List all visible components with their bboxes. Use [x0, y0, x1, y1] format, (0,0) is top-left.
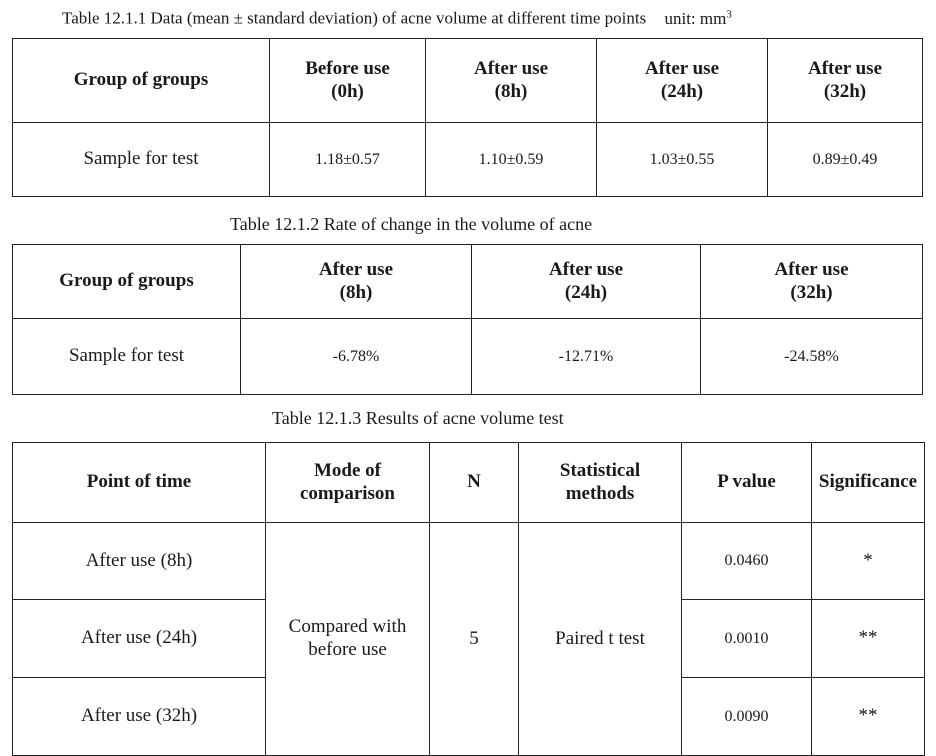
table1-cell-after-8h: 1.10±0.59	[426, 123, 597, 197]
table3-cell-significance: **	[812, 678, 925, 756]
table2-cell-group: Sample for test	[13, 319, 241, 395]
table1-header-before-0h: Before use (0h)	[270, 39, 426, 123]
table1-header-row	[13, 39, 923, 123]
table3-header-n: N	[430, 443, 519, 523]
table1-header-group: Group of groups	[13, 39, 270, 123]
table3-header-pvalue: P value	[682, 443, 812, 523]
table1-header-after-24h: After use (24h)	[597, 39, 768, 123]
table1-unit-sup: 3	[726, 8, 732, 20]
table3-caption: Table 12.1.3 Results of acne volume test	[272, 408, 564, 428]
table2-cell-after-24h: -12.71%	[472, 319, 701, 395]
table3-cell-pvalue: 0.0090	[682, 678, 812, 756]
table-row	[13, 523, 925, 600]
table3-cell-pvalue: 0.0460	[682, 523, 812, 600]
table1-cell-group: Sample for test	[13, 123, 270, 197]
table3-cell-time: After use (8h)	[13, 523, 266, 600]
table2-header-after-8h: After use (8h)	[241, 245, 472, 319]
table1-cell-before-0h: 1.18±0.57	[270, 123, 426, 197]
table3-cell-comparison: Compared with before use	[266, 523, 430, 756]
table3-header-time: Point of time	[13, 443, 266, 523]
table1	[12, 38, 923, 197]
table3-cell-n: 5	[430, 523, 519, 756]
table2-header-after-32h: After use (32h)	[701, 245, 923, 319]
table1-caption-text: Table 12.1.1 Data (mean ± standard deviation) of acne volume at different time points	[62, 8, 647, 28]
table1-unit-prefix: unit: mm	[664, 8, 727, 28]
table1-unit	[664, 9, 731, 28]
table1-header-after-32h: After use (32h)	[768, 39, 923, 123]
table2	[12, 244, 923, 395]
table-row	[13, 319, 923, 395]
table1-header-after-8h: After use (8h)	[426, 39, 597, 123]
table3-header-row	[13, 443, 925, 523]
table2-header-row	[13, 245, 923, 319]
table3-cell-significance: *	[812, 523, 925, 600]
table2-header-group: Group of groups	[13, 245, 241, 319]
table3-cell-pvalue: 0.0010	[682, 600, 812, 678]
table1-caption	[62, 8, 732, 29]
table3-header-comparison: Mode of comparison	[266, 443, 430, 523]
table-row	[13, 123, 923, 197]
table3-cell-time: After use (32h)	[13, 678, 266, 756]
table2-header-after-24h: After use (24h)	[472, 245, 701, 319]
table2-cell-after-8h: -6.78%	[241, 319, 472, 395]
table3-cell-method: Paired t test	[519, 523, 682, 756]
table1-cell-after-32h: 0.89±0.49	[768, 123, 923, 197]
table3-cell-significance: **	[812, 600, 925, 678]
table3-cell-time: After use (24h)	[13, 600, 266, 678]
table3	[12, 442, 925, 756]
table2-cell-after-32h: -24.58%	[701, 319, 923, 395]
table3-header-methods: Statistical methods	[519, 443, 682, 523]
table2-caption: Table 12.1.2 Rate of change in the volume of acne	[230, 214, 593, 234]
table3-header-significance: Significance	[812, 443, 925, 523]
table1-cell-after-24h: 1.03±0.55	[597, 123, 768, 197]
